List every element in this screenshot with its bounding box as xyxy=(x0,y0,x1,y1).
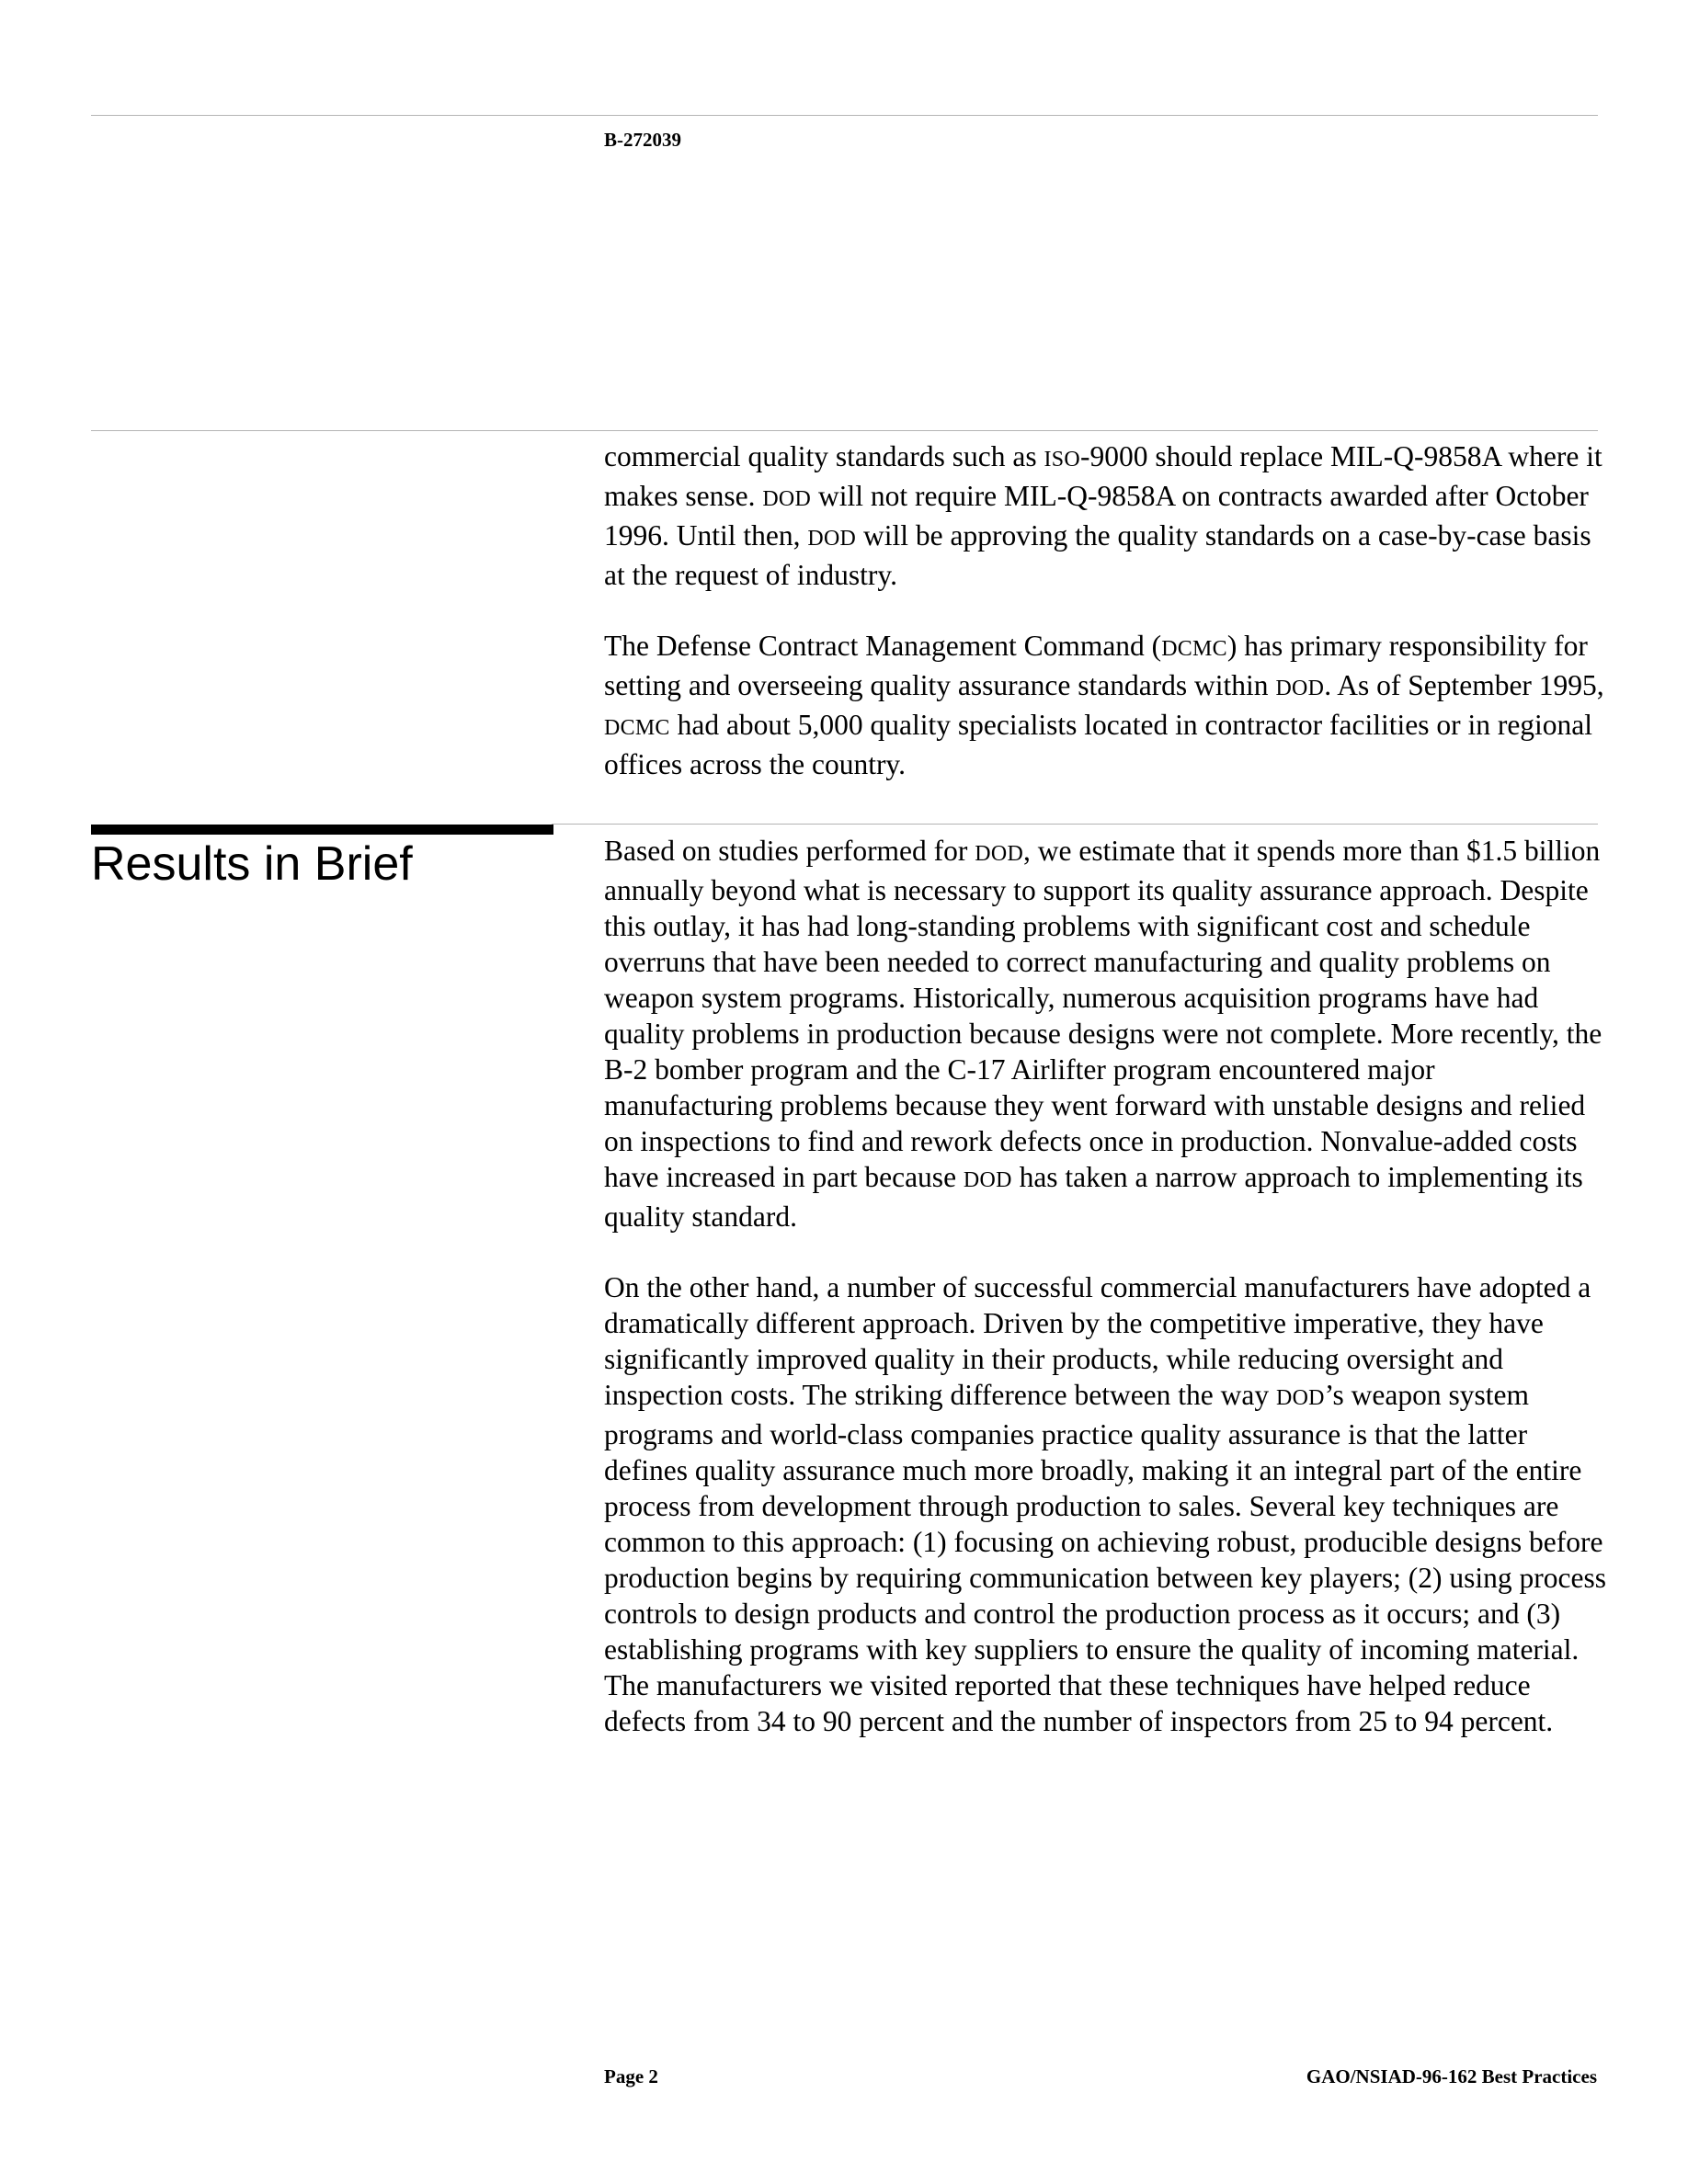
text-run: has taken a narrow approach to implementing its quality standard. xyxy=(604,1161,1583,1233)
acronym: DOD xyxy=(1276,1386,1325,1410)
text-run: had about 5,000 quality specialists located in contractor facilities or in regional offices across the country. xyxy=(604,709,1593,780)
section-rule xyxy=(552,824,1598,825)
acronym: DOD xyxy=(1275,677,1325,700)
text-run: will not require MIL-Q-9858A on contracts awarded after October 1996. Until then, xyxy=(604,480,1589,552)
acronym: DCMC xyxy=(604,716,670,740)
text-run: On the other hand, a number of successful commercial manufacturers have adopted a dramatically different approach. Driven by the competitive imperative, they have significantly improved quality in their products, while reducing oversight and inspection costs. The striking difference between the way xyxy=(604,1271,1591,1411)
acronym: ISO xyxy=(1044,448,1080,472)
content-top-rule xyxy=(91,430,1598,431)
header-rule xyxy=(91,115,1598,116)
intro-paragraph-1 xyxy=(604,438,1606,593)
text-run: , we estimate that it spends more than $1.5 billion annually beyond what is necessary to support its quality assurance approach. Despite this outlay, it has had long-standing problems with significant cost and schedule overruns that have been needed to correct manufacturing and quality problems on weapon system programs. Historically, numerous acquisition programs have had quality problems in production because designs were not complete. More recently, the B-2 bomber program and the C-17 Airlifter program encountered major manufacturing problems because they went forward with unstable designs and relied on inspections to find and rework defects once in production. Nonvalue-added costs have increased in part because xyxy=(604,835,1602,1193)
text-run: will be approving the quality standards on a case-by-case basis at the request of industry. xyxy=(604,519,1591,591)
text-run: -9000 should replace MIL-Q-9858A where it makes sense. xyxy=(604,440,1602,512)
text-run: . As of September 1995, xyxy=(1324,669,1604,701)
results-paragraph-1 xyxy=(604,833,1606,1234)
acronym: DCMC xyxy=(1161,637,1227,661)
acronym: DOD xyxy=(975,842,1024,866)
text-run: commercial quality standards such as xyxy=(604,440,1044,472)
report-id: B-272039 xyxy=(604,129,681,151)
intro-paragraph-2 xyxy=(604,628,1606,782)
page-number: Page 2 xyxy=(604,2065,658,2087)
section-marker-bar xyxy=(91,825,553,835)
acronym: DOD xyxy=(963,1168,1012,1192)
results-section xyxy=(604,833,1606,1739)
text-run: Based on studies performed for xyxy=(604,835,975,867)
section-heading: Results in Brief xyxy=(91,837,413,891)
acronym: DOD xyxy=(762,487,812,511)
report-footer-title: GAO/NSIAD-96-162 Best Practices xyxy=(1306,2065,1597,2087)
text-run: ’s weapon system programs and world-class companies practice quality assurance is that the latter defines quality assurance much more broadly, making it an integral part of the entire process from development through production to sales. Several key techniques are common to this approach: (1) focusing on achieving robust, producible designs before production begins by requiring communication between key players; (2) using process controls to design products and control the production process as it occurs; and (3) establishing programs with key suppliers to ensure the quality of incoming material. The manufacturers we visited reported that these techniques have helped reduce defects from 34 to 90 percent and the number of inspectors from 25 to 94 percent. xyxy=(604,1379,1606,1737)
text-run: ) has primary responsibility for setting and overseeing quality assurance standards within xyxy=(604,630,1588,701)
text-run: The Defense Contract Management Command ( xyxy=(604,630,1162,662)
intro-section xyxy=(604,438,1606,782)
results-paragraph-2 xyxy=(604,1269,1606,1739)
acronym: DOD xyxy=(807,527,857,551)
